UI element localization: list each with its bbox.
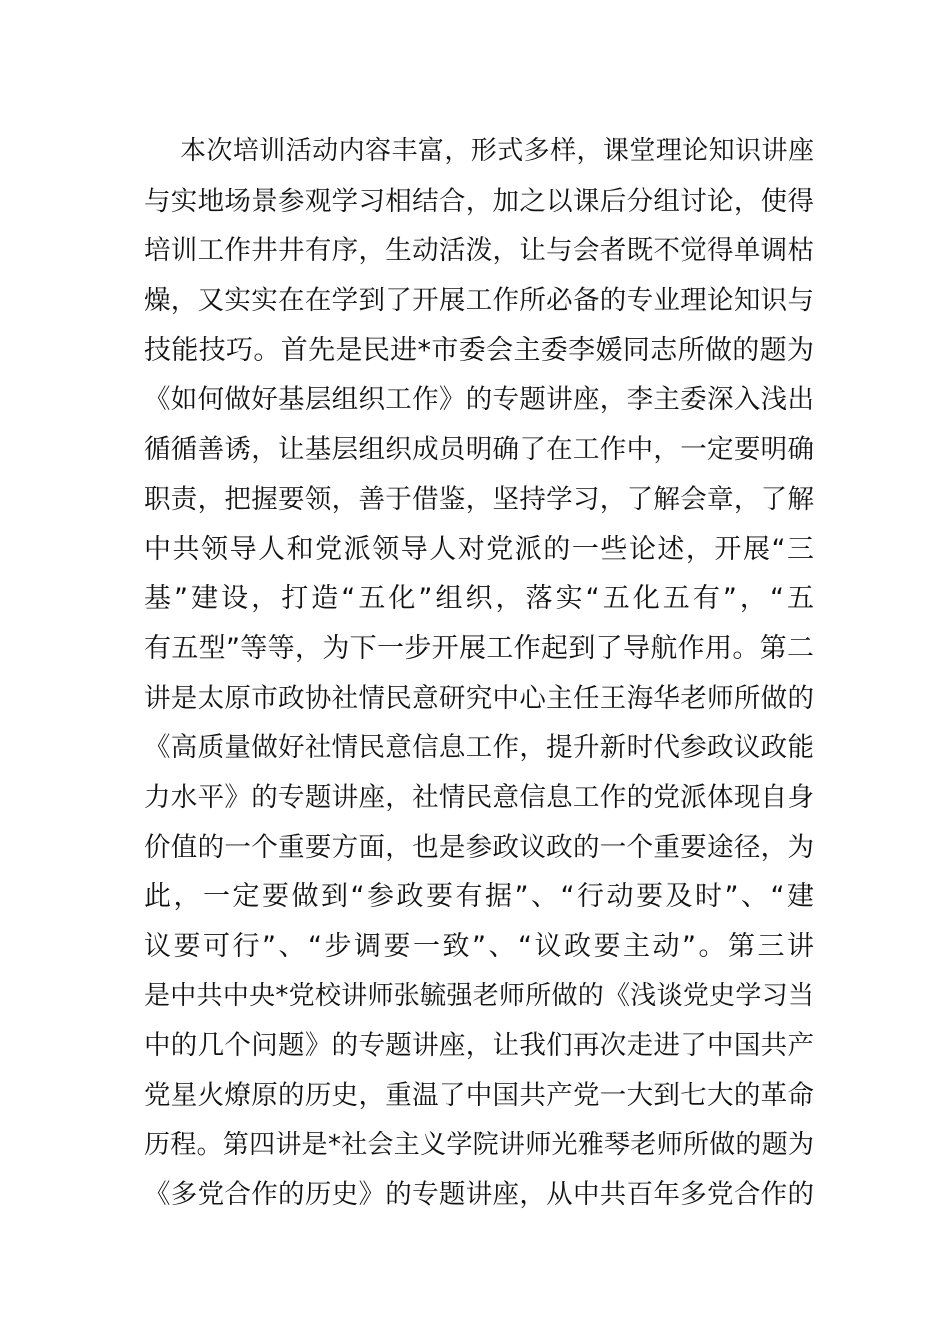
text-line: 基”建设，打造“五化”组织，落实“五化五有”，“五: [144, 583, 814, 615]
text-line: 讲是太原市政协社情民意研究中心主任王海华老师所做的: [144, 682, 814, 714]
text-line: 中共领导人和党派领导人对党派的一些论述，开展“三: [144, 533, 814, 565]
text-line: 此，一定要做到“参政要有据”、“行动要及时”、“建: [144, 881, 814, 913]
text-line: 力水平》的专题讲座，社情民意信息工作的党派体现自身: [144, 781, 814, 813]
text-line: 党星火燎原的历史，重温了中国共产党一大到七大的革命: [144, 1080, 814, 1112]
text-line: 价值的一个重要方面，也是参政议政的一个重要途径，为: [144, 831, 814, 863]
text-line: 议要可行”、“步调要一致”、“议政要主动”。第三讲: [144, 931, 814, 962]
text-line: 燥，又实实在在学到了开展工作所必备的专业理论知识与: [144, 285, 814, 317]
text-line: 技能技巧。首先是民进*市委会主委李媛同志所做的题为: [144, 334, 814, 366]
text-line: 中的几个问题》的专题讲座，让我们再次走进了中国共产: [144, 1030, 814, 1062]
text-line: 是中共中央*党校讲师张毓强老师所做的《浅谈党史学习当: [144, 980, 814, 1011]
text-line: 《如何做好基层组织工作》的专题讲座，李主委深入浅出: [144, 384, 814, 416]
text-line: 《高质量做好社情民意信息工作，提升新时代参政议政能: [144, 732, 814, 764]
body-paragraph: [144, 127, 814, 1220]
text-line: 有五型”等等，为下一步开展工作起到了导航作用。第二: [144, 632, 814, 664]
text-line: 与实地场景参观学习相结合，加之以课后分组讨论，使得: [144, 185, 814, 217]
text-line: 历程。第四讲是*社会主义学院讲师光雅琴老师所做的题为: [144, 1129, 814, 1160]
text-line: 培训工作井井有序，生动活泼，让与会者既不觉得单调枯: [144, 235, 814, 267]
text-line: 职责，把握要领，善于借鉴，坚持学习，了解会章，了解: [144, 483, 814, 515]
text-line: 《多党合作的历史》的专题讲座，从中共百年多党合作的: [144, 1179, 814, 1211]
text-line: 循循善诱，让基层组织成员明确了在工作中，一定要明确: [144, 434, 814, 466]
text-line: 本次培训活动内容丰富，形式多样，课堂理论知识讲座: [180, 136, 814, 166]
